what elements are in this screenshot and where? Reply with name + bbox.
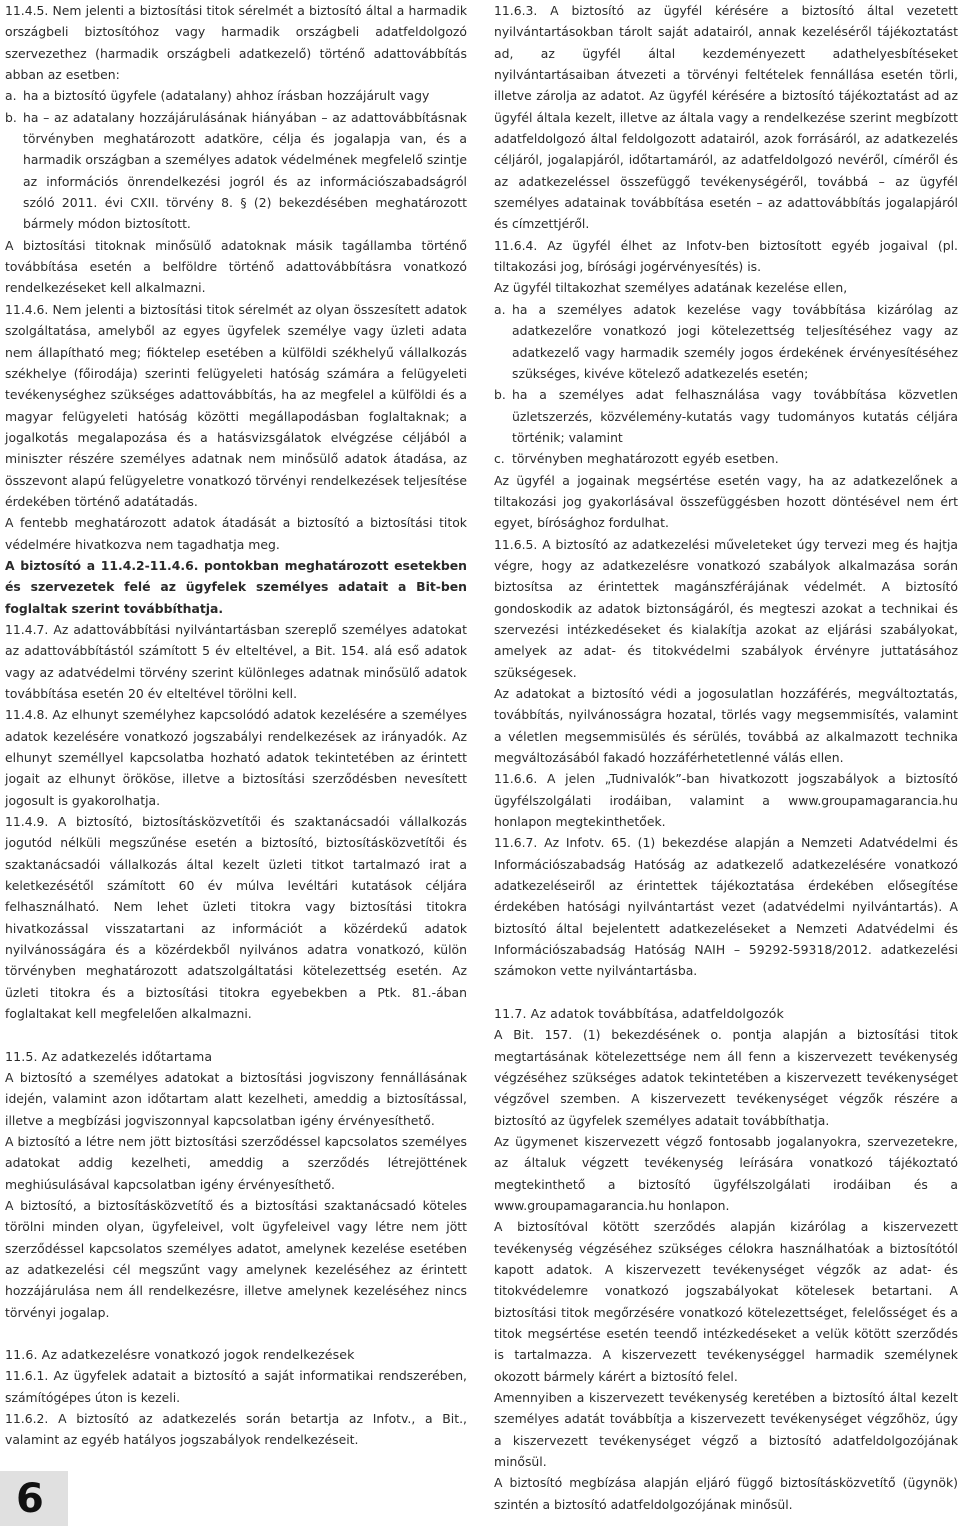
list-label: b. (5, 109, 17, 125)
spacer (5, 1025, 467, 1046)
spacer (5, 1323, 467, 1344)
section-heading-11-5: 11.5. Az adatkezelés időtartama (5, 1048, 213, 1064)
list-item-b (5, 107, 467, 235)
list-label: a. (494, 301, 506, 317)
paragraph-retention-1: A biztosító a személyes adatokat a biztosítási jogviszony fennállásának idején, valamint azon időtartam alatt kezelheti, ameddig a biztosítással, illetve a megbízási jogviszonnyal kapcsolatban igény érvényesíthető. (5, 1069, 467, 1128)
paragraph-outsourcing-contract: A biztosítóval kötött szerződés alapján kizárólag a kiszervezett tevékenység végzéséhez szükséges célokra használhatóak a biztosítótól kapott adatok. A kiszervezett tevékenységet végzők az adat- és titokvédelemre vonatkozó jogszabályokat kötelesek betartani. A biztosítási titok megőrzésére vonatkozó kötelezettséget, felelősséget és a titok megsértése esetén teendő intézkedéseket a velük kötött szerződés is tartalmazza. A kiszervezett tevékenységgel harmadik személynek okozott bármely kárért a biztosító felel. (494, 1219, 958, 1384)
paragraph-member-state: A biztosítási titoknak minősülő adatoknak másik tagállamba történő továbbítása esetén a belföldre történő adattovábbításra vonatkozó rendelkezéseket kell alkalmazni. (5, 237, 467, 296)
list-text: ha a biztosító ügyfele (adatalany) ahhoz írásban hozzájárult vagy (23, 88, 430, 104)
paragraph-11-4-6: 11.4.6. Nem jelenti a biztosítási titok sérelmét az olyan összesített adatok szolgáltatása, amelyből az egyes ügyfelek személye vagy üzleti adata nem állapítható meg; fióktelep esetében a külföldi székhelyű vállalkozás székhelye (főirodája) szerinti felügyeleti hatóság számára a felügyeleti tevékenységhez szükséges adattovábbítás, ha az megfelel a külföldi és a magyar felügyeleti hatóság közötti megállapodásban foglaltaknak; a jogalkotás megalapozása és a hatásvizsgálatok elvégzése céljából a miniszter részére személyes adatnak nem minősülő adatok átadása, az összevont alapú felügyeletre vonatkozó törvényi rendelkezések teljesítése érdekében történő adatátadás. (5, 301, 467, 509)
paragraph-11-6-6: 11.6.6. A jelen „Tudnivalók”-ban hivatkozott jogszabályok a biztosító ügyfélszolgálati irodáiban, valamint a www.groupamagarancia.hu honlapon megtekinthetőek. (494, 771, 958, 830)
list-item-a (5, 85, 467, 106)
paragraph-bold-transfer: A biztosító a 11.4.2-11.4.6. pontokban meghatározott esetekben és szervezetek felé az ügyfelek személyes adatait a Bit-ben foglaltak szerint továbbíthatja. (5, 557, 467, 616)
list-item-a (494, 299, 958, 384)
section-heading-11-6: 11.6. Az adatkezelésre vonatkozó jogok rendelkezések (5, 1346, 355, 1362)
paragraph-11-4-5: 11.4.5. Nem jelenti a biztosítási titok sérelmét a biztosító által a harmadik országbeli biztosítóhoz vagy harmadik országbeli adatfeldolgozó szervezethez (harmadik országbeli adatkezelő) történő adattovábbítás abban az esetben: (5, 3, 467, 83)
paragraph-11-6-5: 11.6.5. A biztosító az adatkezelési műveleteket úgy tervezi meg és hajtja végre, hogy az adatkezelésre vonatkozó szabályok alkalmazása során biztosítsa az érintettek magánszférájának védelmét. A biztosító gondoskodik az adatok biztonságáról, és megteszi azokat a technikai és szervezési intézkedéseket és kialakítja azokat az eljárási szabályokat, amelyek az adat- és titokvédelmi szabályok érvényre juttatásához szükségesek. (494, 536, 958, 680)
paragraph-objection-intro: Az ügyfél tiltakozhat személyes adatának kezelése ellen, (494, 280, 848, 296)
paragraph-protection: Az adatokat a biztosító védi a jogosulatlan hozzáférés, megváltoztatás, továbbítás, nyilvánosságra hozatal, törlés vagy megsemmisítés, valamint a véletlen megsemmisülés és sérülés, továbbá az alkalmazott technika megváltozásából fakadó hozzáférhetetlenné válás ellen. (494, 686, 958, 766)
left-column (5, 0, 467, 1451)
right-column (494, 0, 958, 1515)
paragraph-11-4-9: 11.4.9. A biztosító, biztosításközvetítői és szaktanácsadói vállalkozás jogutód nélküli megszűnése esetén a biztosító, biztosításközvetítői és szaktanácsadói vállalkozás által kezelt üzleti titkot tartalmazó irat a keletkezésétől számított 60 év múlva levéltári kutatások céljára felhasználható. Nem lehet üzleti titokra vagy biztosítási titokra hivatkozással visszatartani az információt a közérdekű adatok nyilvánosságára és a közérdekből nyilvános adatra vonatkozó, külön törvényben meghatározott adatszolgáltatási kötelezettség esetén. Az üzleti titokra és a biztosítási titokra egyebekben a Ptk. 81.-ában foglaltakat kell megfelelően alkalmazni. (5, 814, 467, 1022)
list-text: ha – az adatalany hozzájárulásának hiányában – az adattovábbításnak törvényben meghatározott adatköre, célja és jogalapja van, és a harmadik országban a személyes adatok védelmének megfelelő szintje az információs önrendelkezési jogról és az információszabadságról szóló 2011. évi CXII. törvény 8. § (2) bekezdésében meghatározott bármely módon biztosított. (23, 109, 467, 232)
paragraph-agent: A biztosító megbízása alapján eljáró függő biztosításközvetítő (ügynök) szintén a biztosító adatfeldolgozójának minősül. (494, 1475, 958, 1512)
list-text: törvényben meghatározott egyéb esetben. (512, 451, 779, 467)
list-text: ha a személyes adat felhasználása vagy továbbítása közvetlen üzletszerzés, közvélemény-kutatás vagy tudományos kutatás céljára történik; valamint (512, 387, 958, 445)
list-text: ha a személyes adatok kezelése vagy továbbítása kizárólag az adatkezelőre vonatkozó jogi kötelezettség teljesítéséhez vagy az adatkezelő vagy harmadik személy jogos érdekének érvényesítéséhez szükséges, kivéve kötelező adatkezelés esetén; (512, 301, 958, 381)
list-label: c. (494, 451, 505, 467)
paragraph-court: Az ügyfél a jogainak megsértése esetén vagy, ha az adatkezelőnek a tiltakozási jog gyakorlásával összefüggésben hozott döntésével nem ért egyet, bírósághoz fordulhat. (494, 472, 958, 531)
page-number: 6 (16, 1476, 44, 1522)
paragraph-retention-2: A biztosító a létre nem jött biztosítási szerződéssel kapcsolatos személyes adatokat addig kezelheti, ameddig a szerződés létrejöttének meghiúsulásával kapcsolatban igény érvényesíthető. (5, 1133, 467, 1192)
paragraph-processor: Amennyiben a kiszervezett tevékenység keretében a biztosító által kezelt személyes adatát továbbítja a kiszervezett tevékenységet végzőhöz, úgy a kiszervezett tevékenységet végző a biztosító adatfeldolgozójának minősül. (494, 1390, 958, 1470)
paragraph-11-6-7: 11.6.7. Az Infotv. 65. (1) bekezdése alapján a Nemzeti Adatvédelmi és Információszabadság Hatóság az adatkezelő adatkezelésére vonatkozó adatkezeléseiről az érintettek tájékoztatása érdekében elősegítése érdekében hatósági nyilvántartást vezet (adatvédelmi nyilvántartás). A biztosító által bejelentett adatkezeléseket a Nemzeti Adatvédelmi és Információszabadság Hatóság NAIH – 59292-59318/2012. adatkezelési számokon vette nyilvántartásba. (494, 835, 958, 979)
paragraph-11-6-3: 11.6.3. A biztosító az ügyfél kérésére a biztosító által vezetett nyilvántartásokban tárolt saját adatairól, annak kezeléséről tájékoztatást ad, az ügyfél által kezdeményezett adathelyesbítéseket nyilvántartásaiban átvezeti a törvényi feltételek fennállása esetén törli, illetve zárolja az adatot. Az ügyfél kérésére a biztosító tájékoztatást ad az ügyfél általa kezelt, illetve az általa vagy a rendelkezése szerint megbízott adatfeldolgozó által feldolgozott adatairól, azok forrásáról, az adatkezelés céljáról, jogalapjáról, időtartamáról, az adatfeldolgozó nevéről, címéről és az adatkezeléssel összefüggő tevékenységéről, továbbá – az ügyfél személyes adatainak továbbítása esetén – az adattovábbítás jogalapjáról és címzettjéről. (494, 3, 958, 232)
list-item-c (494, 448, 958, 469)
spacer (494, 982, 958, 1003)
paragraph-11-6-2: 11.6.2. A biztosító az adatkezelés során betartja az Infotv., a Bit., valamint az egyéb hatályos jogszabályok rendelkezéseit. (5, 1411, 467, 1448)
paragraph-11-6-4: 11.6.4. Az ügyfél élhet az Infotv-ben biztosított egyéb jogaival (pl. tiltakozási jog, bírósági jogérvényesítés) is. (494, 237, 958, 275)
paragraph-retention-3: A biztosító, a biztosításközvetítő és a biztosítási szaktanácsadó köteles törölni minden olyan, ügyfeleivel, volt ügyfeleivel vagy létre nem jött szerződéssel kapcsolatos személyes adatot, amelynek kezelése esetében az adatkezelési cél megszűnt vagy amelynek kezeléséhez az érintett hozzájárulása nem áll rendelkezésre, illetve amelynek kezeléséhez nincs törvényi jogalap. (5, 1197, 467, 1320)
paragraph-no-refusal: A fentebb meghatározott adatok átadását a biztosító a biztosítási titok védelmére hivatkozva nem tagadhatja meg. (5, 515, 467, 552)
section-heading-11-7: 11.7. Az adatok továbbítása, adatfeldolgozók (494, 1005, 784, 1021)
paragraph-bit-157: A Bit. 157. (1) bekezdésének o. pontja alapján a biztosítási titok megtartásának kötelezettsége nem áll fenn a kiszervezett tevékenység végzéséhez szükséges adatok tekintetében a kiszervezett tevékenységet végzővel szemben. A kiszervezett tevékenységet végzők részére a biztosító az ügyfelek személyes adatait továbbíthatja. (494, 1027, 958, 1128)
paragraph-11-4-8: 11.4.8. Az elhunyt személyhez kapcsolódó adatok kezelésére a személyes adatok kezelésére vonatkozó jogszabályi rendelkezések az irányadók. Az elhunyt személlyel kapcsolatba hozható adatok tekintetében az érintett jogait az elhunyt örököse, illetve a biztosítási szerződésben nevesített jogosult is gyakorolhatja. (5, 707, 467, 808)
paragraph-outsourcing-info: Az ügymenet kiszervezett végző fontosabb jogalanyokra, szervezetekre, az általuk végzett tevékenység leírására vonatkozó tájékoztató megtekinthető a biztosító ügyfélszolgálati irodáiban és a www.groupamagarancia.hu honlapon. (494, 1133, 958, 1213)
paragraph-11-6-1: 11.6.1. Az ügyfelek adatait a biztosító a saját informatikai rendszerében, számítógépes úton is kezeli. (5, 1368, 467, 1405)
list-item-b (494, 384, 958, 448)
paragraph-11-4-7: 11.4.7. Az adattovábbítási nyilvántartásban szereplő személyes adatokat az adattovábbítástól számított 5 év elteltével, a Bit. 154. alá eső adatok vagy az adatvédelmi törvény szerint különleges adatnak minősülő adatok továbbítása esetén 20 év elteltével törölni kell. (5, 621, 467, 701)
list-label: b. (494, 387, 506, 403)
list-label: a. (5, 88, 17, 104)
page-number-box (0, 1471, 68, 1526)
